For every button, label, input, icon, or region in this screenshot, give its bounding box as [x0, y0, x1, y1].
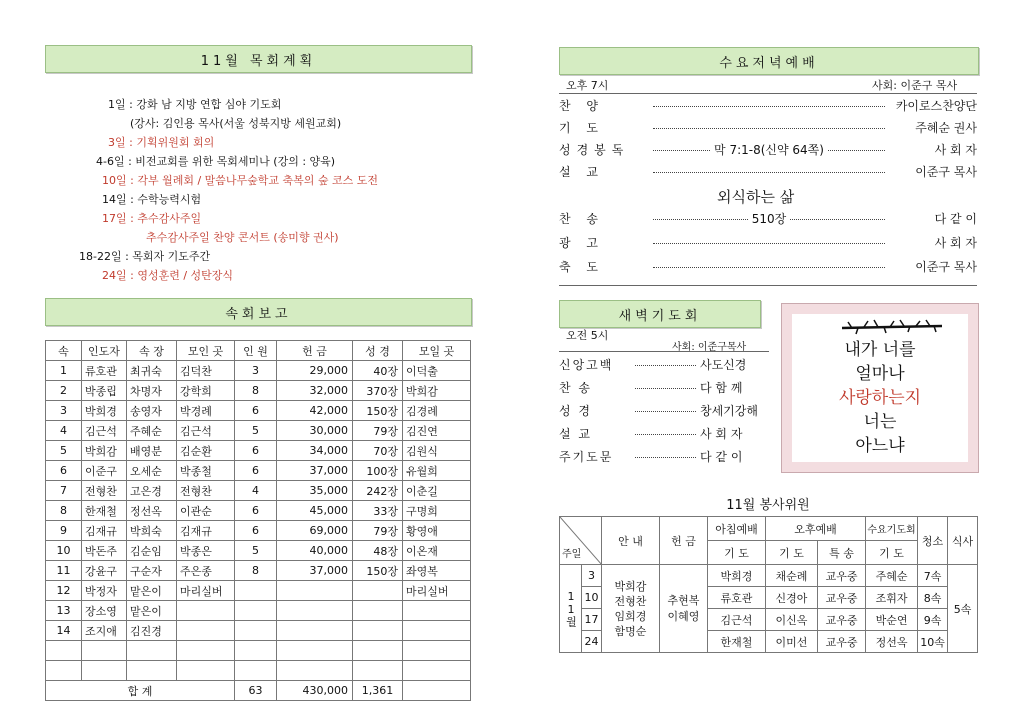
- table-cell: 차명자: [127, 381, 177, 401]
- order-row: [559, 163, 977, 180]
- order-person: 다 같 이: [700, 450, 743, 464]
- table-cell: 구순자: [127, 561, 177, 581]
- table-cell: 33장: [353, 501, 403, 521]
- order-label: 주기도문: [559, 450, 614, 464]
- table-cell: 12: [46, 581, 82, 601]
- table-cell: 류호관: [82, 361, 127, 381]
- leader-dots: [653, 242, 885, 244]
- table-cell: [277, 641, 353, 661]
- thorn-crown-icon: [792, 316, 968, 338]
- morning-prayer-cell: 박희경: [708, 565, 766, 587]
- table-cell: 맡은이: [127, 581, 177, 601]
- plan-item: 10일 : 각부 월례회 / 말씀나무숲학교 축복의 숲 코스 도전: [102, 174, 379, 187]
- table-cell: 70장: [353, 441, 403, 461]
- art-card: [792, 314, 968, 462]
- table-cell: [177, 601, 235, 621]
- table-cell: [277, 621, 353, 641]
- table-cell: 7: [46, 481, 82, 501]
- order-label: 광 고: [559, 236, 604, 250]
- report-header: [45, 298, 472, 326]
- table-row: [46, 501, 471, 521]
- table-cell: 이덕출: [403, 361, 471, 381]
- table-cell: 김근석: [177, 421, 235, 441]
- col-header: 모인 곳: [177, 341, 235, 361]
- order-row: [559, 119, 977, 136]
- table-cell: [277, 661, 353, 681]
- order-label: 찬 양: [559, 99, 604, 113]
- table-cell: 4: [46, 421, 82, 441]
- table-cell: 강윤구: [82, 561, 127, 581]
- table-cell: 이춘길: [403, 481, 471, 501]
- table-cell: 박희감: [403, 381, 471, 401]
- special-header: 특 송: [818, 541, 866, 565]
- table-cell: 5: [235, 541, 277, 561]
- table-cell: 5: [235, 421, 277, 441]
- table-cell: [277, 581, 353, 601]
- plan-item: 3일 : 기획위원회 회의: [108, 136, 215, 149]
- table-cell: 주은종: [177, 561, 235, 581]
- morning-header: 아침예배: [708, 517, 766, 541]
- order-person: 이준구 목사: [915, 260, 977, 274]
- table-cell: 오세순: [127, 461, 177, 481]
- order-person: 사 회 자: [700, 427, 743, 441]
- order-person: 다 같 이: [934, 212, 977, 226]
- wednesday-rule: [559, 93, 977, 94]
- leader-dots: [635, 410, 696, 412]
- leader-dots: [653, 127, 885, 129]
- order-label: 기 도: [559, 121, 604, 135]
- table-cell: [46, 661, 82, 681]
- table-row: [46, 361, 471, 381]
- table-cell: [46, 641, 82, 661]
- table-cell: 고은경: [127, 481, 177, 501]
- table-cell: [403, 661, 471, 681]
- table-cell: [235, 641, 277, 661]
- morning-prayer-cell: 김근석: [708, 609, 766, 631]
- order-label: 축 도: [559, 260, 604, 274]
- table-cell: 박경례: [177, 401, 235, 421]
- plan-header: [45, 45, 472, 73]
- wednesday-host: 사회: 이준구 목사: [872, 79, 958, 92]
- offering-name: 추현복: [667, 593, 700, 607]
- table-cell: 5: [46, 441, 82, 461]
- wed-prayer-cell: 조휘자: [866, 587, 918, 609]
- col-header: 인 원: [235, 341, 277, 361]
- wednesday-title: 수요저녁예배: [719, 55, 819, 71]
- leader-dots: [635, 456, 696, 458]
- dawn-row: [559, 425, 764, 442]
- table-cell: 37,000: [277, 461, 353, 481]
- afternoon-prayer-cell: 채순례: [766, 565, 818, 587]
- order-person: 다 함 께: [700, 381, 743, 395]
- table-header-row: [46, 341, 471, 361]
- table-cell: 150장: [353, 401, 403, 421]
- order-label: 신앙고백: [559, 358, 614, 372]
- offering-header: 헌 금: [660, 517, 708, 565]
- table-cell: 13: [46, 601, 82, 621]
- table-cell: 조지애: [82, 621, 127, 641]
- plan-title: 11월 목회계획: [200, 53, 317, 69]
- table-cell: 박희감: [82, 441, 127, 461]
- table-row: [46, 641, 471, 661]
- art-text: [792, 338, 968, 458]
- order-row: [559, 210, 977, 227]
- meal-cell: 5속: [948, 565, 978, 653]
- plan-item: 24일 : 영성훈련 / 성탄장식: [102, 269, 234, 282]
- table-cell: 박희경: [82, 401, 127, 421]
- table-row: [46, 581, 471, 601]
- table-cell: [353, 601, 403, 621]
- table-cell: 40,000: [277, 541, 353, 561]
- table-cell: 배영분: [127, 441, 177, 461]
- table-cell: 맡은이: [127, 601, 177, 621]
- table-cell: 45,000: [277, 501, 353, 521]
- table-cell: [82, 641, 127, 661]
- table-cell: 8: [235, 381, 277, 401]
- order-person: 사도신경: [700, 358, 747, 372]
- order-label: 성 경: [559, 404, 592, 418]
- table-row: [46, 401, 471, 421]
- art-line: 사랑하는지: [838, 388, 922, 408]
- table-row: [46, 481, 471, 501]
- order-label: 설 교: [559, 165, 604, 179]
- attendance-table: [45, 340, 471, 701]
- month-cell: 11월: [560, 565, 582, 653]
- table-cell: [82, 661, 127, 681]
- wednesday-time: 오후 7시: [566, 79, 609, 92]
- table-cell: 주혜순: [127, 421, 177, 441]
- table-row: [46, 661, 471, 681]
- col-header: 속: [46, 341, 82, 361]
- corner-label: 주일: [562, 549, 582, 560]
- table-cell: 전형찬: [82, 481, 127, 501]
- offering-cell: [660, 565, 708, 653]
- table-cell: [235, 581, 277, 601]
- order-detail: 막 7:1-8(신약 64쪽): [714, 143, 824, 157]
- total-label: 합 계: [46, 681, 235, 701]
- table-row: [46, 421, 471, 441]
- table-cell: 35,000: [277, 481, 353, 501]
- table-cell: 42,000: [277, 401, 353, 421]
- plan-item: 1일 : 강화 남 지방 연합 심야 기도회: [108, 98, 282, 111]
- order-label: 찬 송: [559, 212, 604, 226]
- order-row: [559, 234, 977, 251]
- afternoon-prayer-cell: 이신옥: [766, 609, 818, 631]
- table-cell: 황영애: [403, 521, 471, 541]
- table-cell: 장소영: [82, 601, 127, 621]
- guide-name: 전형찬: [614, 594, 647, 608]
- order-label: 찬 송: [559, 381, 592, 395]
- leader-dots: [653, 105, 885, 107]
- table-cell: 김원식: [403, 441, 471, 461]
- art-line: 내가 너를: [844, 340, 916, 360]
- table-cell: 김덕찬: [177, 361, 235, 381]
- order-person: 사 회 자: [934, 236, 977, 250]
- special-cell: 교우중: [818, 587, 866, 609]
- plan-item: 17일 : 추수감사주일: [102, 212, 202, 225]
- wed-header: 수요기도회: [866, 517, 918, 541]
- table-cell: 정선옥: [127, 501, 177, 521]
- order-label: 설 교: [559, 427, 592, 441]
- table-cell: 9: [46, 521, 82, 541]
- table-cell: 박돈주: [82, 541, 127, 561]
- table-cell: 29,000: [277, 361, 353, 381]
- order-row: [559, 258, 977, 275]
- leader-dots: [790, 218, 885, 220]
- total-people: 63: [235, 681, 277, 701]
- total-empty: [403, 681, 471, 701]
- clean-cell: 8속: [918, 587, 948, 609]
- table-cell: 김재규: [82, 521, 127, 541]
- table-cell: [277, 601, 353, 621]
- day-cell: 24: [582, 631, 602, 653]
- table-cell: 79장: [353, 521, 403, 541]
- guide-name: 함명순: [614, 624, 647, 638]
- table-cell: 박종은: [177, 541, 235, 561]
- wednesday-bottom-rule: [559, 285, 977, 286]
- dawn-header: [559, 300, 761, 328]
- wed-prayer-cell: 주혜순: [866, 565, 918, 587]
- table-cell: [177, 621, 235, 641]
- table-cell: 6: [235, 461, 277, 481]
- plan-item: 4-6일 : 비전교회를 위한 목회세미나 (강의 : 양육): [96, 155, 336, 168]
- report-title: 속회보고: [225, 306, 292, 322]
- table-cell: 박종철: [177, 461, 235, 481]
- table-cell: 30,000: [277, 421, 353, 441]
- table-cell: 11: [46, 561, 82, 581]
- afternoon-prayer-cell: 이미선: [766, 631, 818, 653]
- table-cell: 34,000: [277, 441, 353, 461]
- plan-item: 18-22일 : 목회자 기도주간: [79, 250, 211, 263]
- table-cell: 이준구: [82, 461, 127, 481]
- table-cell: 6: [235, 441, 277, 461]
- leader-dots: [635, 387, 696, 389]
- meal-header: 식사: [948, 517, 978, 565]
- leader-dots: [828, 149, 885, 151]
- table-row: [46, 381, 471, 401]
- table-cell: 김경례: [403, 401, 471, 421]
- special-cell: 교우중: [818, 631, 866, 653]
- table-cell: 2: [46, 381, 82, 401]
- table-cell: 김진연: [403, 421, 471, 441]
- afternoon-prayer-header: 기 도: [766, 541, 818, 565]
- table-cell: [403, 601, 471, 621]
- table-row: [46, 521, 471, 541]
- order-person: 창세기강해: [700, 404, 758, 418]
- art-line: 얼마나: [855, 364, 905, 384]
- table-cell: [235, 661, 277, 681]
- morning-prayer-cell: 류호관: [708, 587, 766, 609]
- total-offering: 430,000: [277, 681, 353, 701]
- guides-cell: [602, 565, 660, 653]
- table-cell: 32,000: [277, 381, 353, 401]
- leader-dots: [653, 149, 710, 151]
- afternoon-prayer-cell: 신경아: [766, 587, 818, 609]
- order-row: [559, 97, 977, 114]
- order-detail: 510장: [751, 212, 787, 226]
- table-cell: 박종립: [82, 381, 127, 401]
- table-cell: 242장: [353, 481, 403, 501]
- order-label: 성경봉독: [559, 143, 630, 157]
- table-cell: 이온재: [403, 541, 471, 561]
- leader-dots: [653, 218, 748, 220]
- plan-item: 추수감사주일 찬양 콘서트 (송미향 권사): [146, 231, 339, 244]
- total-row: [46, 681, 471, 701]
- col-header: 인도자: [82, 341, 127, 361]
- table-cell: 유월희: [403, 461, 471, 481]
- dawn-host: 사회: 이준구목사: [672, 342, 747, 353]
- art-line: 아느냐: [855, 436, 905, 456]
- col-header: 모일 곳: [403, 341, 471, 361]
- table-cell: 4: [235, 481, 277, 501]
- table-cell: [353, 641, 403, 661]
- corner-cell: [560, 517, 602, 565]
- table-cell: 이관순: [177, 501, 235, 521]
- plan-item: (강사: 김인용 목사(서울 성북지방 세원교회): [130, 117, 342, 130]
- col-header: 헌 금: [277, 341, 353, 361]
- dawn-time: 오전 5시: [566, 329, 609, 342]
- col-header: 성 경: [353, 341, 403, 361]
- table-row: [46, 441, 471, 461]
- table-cell: [353, 661, 403, 681]
- table-cell: 박정자: [82, 581, 127, 601]
- morning-prayer-header: 기 도: [708, 541, 766, 565]
- wed-prayer-cell: 박순연: [866, 609, 918, 631]
- table-cell: 40장: [353, 361, 403, 381]
- plan-item: 14일 : 수학능력시험: [102, 193, 202, 206]
- table-cell: 370장: [353, 381, 403, 401]
- table-cell: 6: [235, 501, 277, 521]
- table-cell: 마리실버: [177, 581, 235, 601]
- sermon-title: 외식하는 삶: [717, 188, 795, 206]
- guide-header: 안 내: [602, 517, 660, 565]
- calligraphy-art: [781, 303, 979, 473]
- leader-dots: [635, 364, 696, 366]
- servants-table: [559, 516, 978, 653]
- table-cell: [177, 641, 235, 661]
- table-cell: 6: [46, 461, 82, 481]
- day-cell: 3: [582, 565, 602, 587]
- table-cell: 김재규: [177, 521, 235, 541]
- order-person: 이준구 목사: [915, 165, 977, 179]
- order-person: 사 회 자: [934, 143, 978, 157]
- special-cell: 교우중: [818, 609, 866, 631]
- table-cell: 6: [235, 521, 277, 541]
- table-cell: 강학희: [177, 381, 235, 401]
- clean-cell: 9속: [918, 609, 948, 631]
- table-cell: 송영자: [127, 401, 177, 421]
- table-cell: 8: [46, 501, 82, 521]
- order-row: [559, 141, 977, 158]
- table-cell: 김순환: [177, 441, 235, 461]
- table-cell: 48장: [353, 541, 403, 561]
- table-cell: 150장: [353, 561, 403, 581]
- morning-prayer-cell: 한재철: [708, 631, 766, 653]
- dawn-row: [559, 402, 764, 419]
- art-line: 너는: [863, 412, 897, 432]
- table-cell: 69,000: [277, 521, 353, 541]
- order-person: 주혜순 권사: [915, 121, 977, 135]
- col-header: 속 장: [127, 341, 177, 361]
- guide-name: 임희경: [614, 609, 647, 623]
- table-cell: [353, 581, 403, 601]
- dawn-title: 새벽기도회: [618, 308, 702, 324]
- table-row: [46, 461, 471, 481]
- order-person: 카이로스찬양단: [895, 99, 977, 113]
- table-cell: 김진경: [127, 621, 177, 641]
- servant-row: [560, 565, 978, 587]
- table-cell: [235, 601, 277, 621]
- leader-dots: [653, 266, 885, 268]
- dawn-row: [559, 379, 764, 396]
- clean-cell: 10속: [918, 631, 948, 653]
- servants-title: 11월 봉사위원: [726, 498, 810, 513]
- table-cell: 최귀숙: [127, 361, 177, 381]
- table-cell: 김순임: [127, 541, 177, 561]
- table-cell: 79장: [353, 421, 403, 441]
- table-cell: 김근석: [82, 421, 127, 441]
- table-cell: 37,000: [277, 561, 353, 581]
- table-cell: 10: [46, 541, 82, 561]
- offering-name: 이혜영: [667, 609, 700, 623]
- wed-prayer-header: 기 도: [866, 541, 918, 565]
- table-cell: 한재철: [82, 501, 127, 521]
- table-row: [46, 541, 471, 561]
- total-bible: 1,361: [353, 681, 403, 701]
- table-cell: 14: [46, 621, 82, 641]
- table-cell: 6: [235, 401, 277, 421]
- table-cell: [235, 621, 277, 641]
- day-cell: 17: [582, 609, 602, 631]
- table-cell: 100장: [353, 461, 403, 481]
- table-row: [46, 561, 471, 581]
- table-cell: 박희숙: [127, 521, 177, 541]
- table-cell: 좌영복: [403, 561, 471, 581]
- table-cell: [177, 661, 235, 681]
- leader-dots: [635, 433, 696, 435]
- table-cell: [403, 621, 471, 641]
- wed-prayer-cell: 정선옥: [866, 631, 918, 653]
- special-cell: 교우중: [818, 565, 866, 587]
- table-cell: 1: [46, 361, 82, 381]
- table-row: [46, 621, 471, 641]
- table-cell: 3: [46, 401, 82, 421]
- table-cell: 3: [235, 361, 277, 381]
- dawn-rule: [559, 351, 769, 352]
- leader-dots: [653, 171, 885, 173]
- table-cell: [403, 641, 471, 661]
- clean-cell: 7속: [918, 565, 948, 587]
- table-cell: 전형찬: [177, 481, 235, 501]
- clean-header: 청소: [918, 517, 948, 565]
- table-cell: [127, 661, 177, 681]
- wednesday-header: [559, 47, 979, 75]
- table-row: [46, 601, 471, 621]
- table-cell: [127, 641, 177, 661]
- dawn-row: [559, 356, 764, 373]
- afternoon-header: 오후예배: [766, 517, 866, 541]
- table-cell: [353, 621, 403, 641]
- dawn-row: [559, 448, 764, 465]
- table-cell: 구명희: [403, 501, 471, 521]
- day-cell: 10: [582, 587, 602, 609]
- table-cell: 마리실버: [403, 581, 471, 601]
- table-cell: 8: [235, 561, 277, 581]
- guide-name: 박희감: [614, 579, 647, 593]
